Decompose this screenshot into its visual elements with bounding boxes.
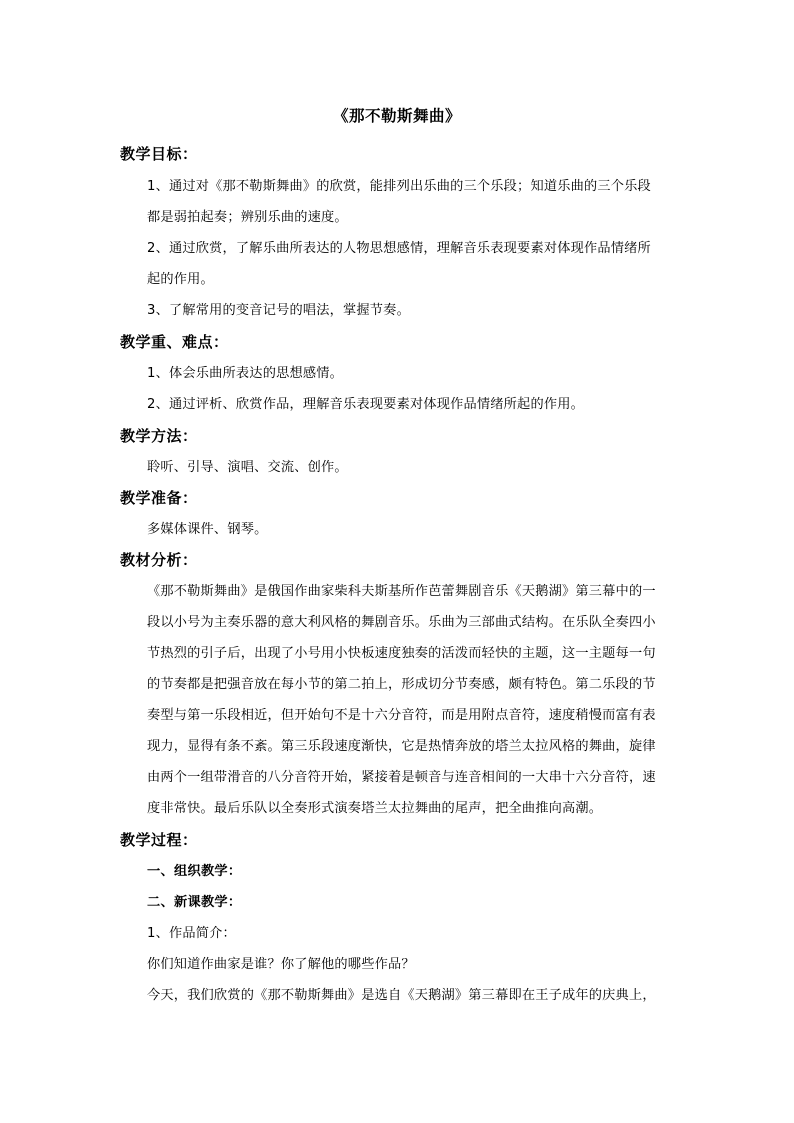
objective-line-5: 3、了解常用的变音记号的唱法，掌握节奏。 (147, 303, 410, 318)
process-heading: 教学过程： (120, 831, 198, 849)
key-point-line-2: 2、通过评析、欣赏作品，理解音乐表现要素对体现作品情绪所起的作用。 (147, 397, 584, 412)
analysis-line-6: 现力，显得有条不紊。第三乐段速度渐快，它是热情奔放的塔兰太拉风格的舞曲，旋律 (147, 739, 656, 754)
analysis-line-2: 段以小号为主奏乐器的意大利风格的舞剧音乐。乐曲为三部曲式结构。在乐队全奏四小 (147, 615, 656, 630)
process-question: 你们知道作曲家是谁？你了解他的哪些作品？ (147, 957, 415, 972)
preparation-text: 多媒体课件、钢琴。 (147, 522, 268, 537)
analysis-heading: 教材分析： (120, 551, 198, 569)
methods-heading: 教学方法： (120, 427, 198, 445)
objective-line-4: 起的作用。 (147, 272, 214, 287)
process-sub-intro: 1、作品简介： (147, 926, 236, 941)
analysis-line-3: 节热烈的引子后，出现了小号用小快板速度独奏的活泼而轻快的主题，这一主题每一句 (147, 646, 656, 661)
methods-text: 聆听、引导、演唱、交流、创作。 (147, 460, 348, 475)
document-title: 《那不勒斯舞曲》 (332, 107, 461, 125)
preparation-heading: 教学准备： (120, 489, 198, 507)
process-step-new-lesson: 二、新课教学： (147, 895, 242, 910)
analysis-line-5: 奏型与第一乐段相近，但开始句不是十六分音符，而是用附点音符，速度稍慢而富有表 (147, 708, 656, 723)
objective-line-2: 都是弱拍起奏；辨别乐曲的速度。 (147, 210, 348, 225)
objectives-heading: 教学目标： (120, 145, 198, 163)
objective-line-1: 1、通过对《那不勒斯舞曲》的欣赏，能排列出乐曲的三个乐段；知道乐曲的三个乐段 (147, 179, 651, 194)
objective-line-3: 2、通过欣赏，了解乐曲所表达的人物思想感情，理解音乐表现要素对体现作品情绪所 (147, 241, 651, 256)
analysis-line-4: 的节奏都是把强音放在每小节的第二拍上，形成切分节奏感，颇有特色。第二乐段的节 (147, 677, 656, 692)
analysis-line-7: 由两个一组带滑音的八分音符开始，紧接着是顿音与连音相间的一大串十六分音符，速 (147, 770, 656, 785)
process-last-line: 今天，我们欣赏的《那不勒斯舞曲》是选自《天鹅湖》第三幕即在王子成年的庆典上， (147, 988, 656, 1003)
process-step-organize: 一、组织教学： (147, 864, 242, 879)
key-point-line-1: 1、体会乐曲所表达的思想感情。 (147, 366, 344, 381)
key-points-heading: 教学重、难点： (120, 333, 229, 351)
analysis-line-8: 度非常快。最后乐队以全奏形式演奏塔兰太拉舞曲的尾声，把全曲推向高潮。 (147, 801, 603, 816)
analysis-line-1: 《那不勒斯舞曲》是俄国作曲家柴科夫斯基所作芭蕾舞剧音乐《天鹅湖》第三幕中的一 (147, 584, 656, 599)
